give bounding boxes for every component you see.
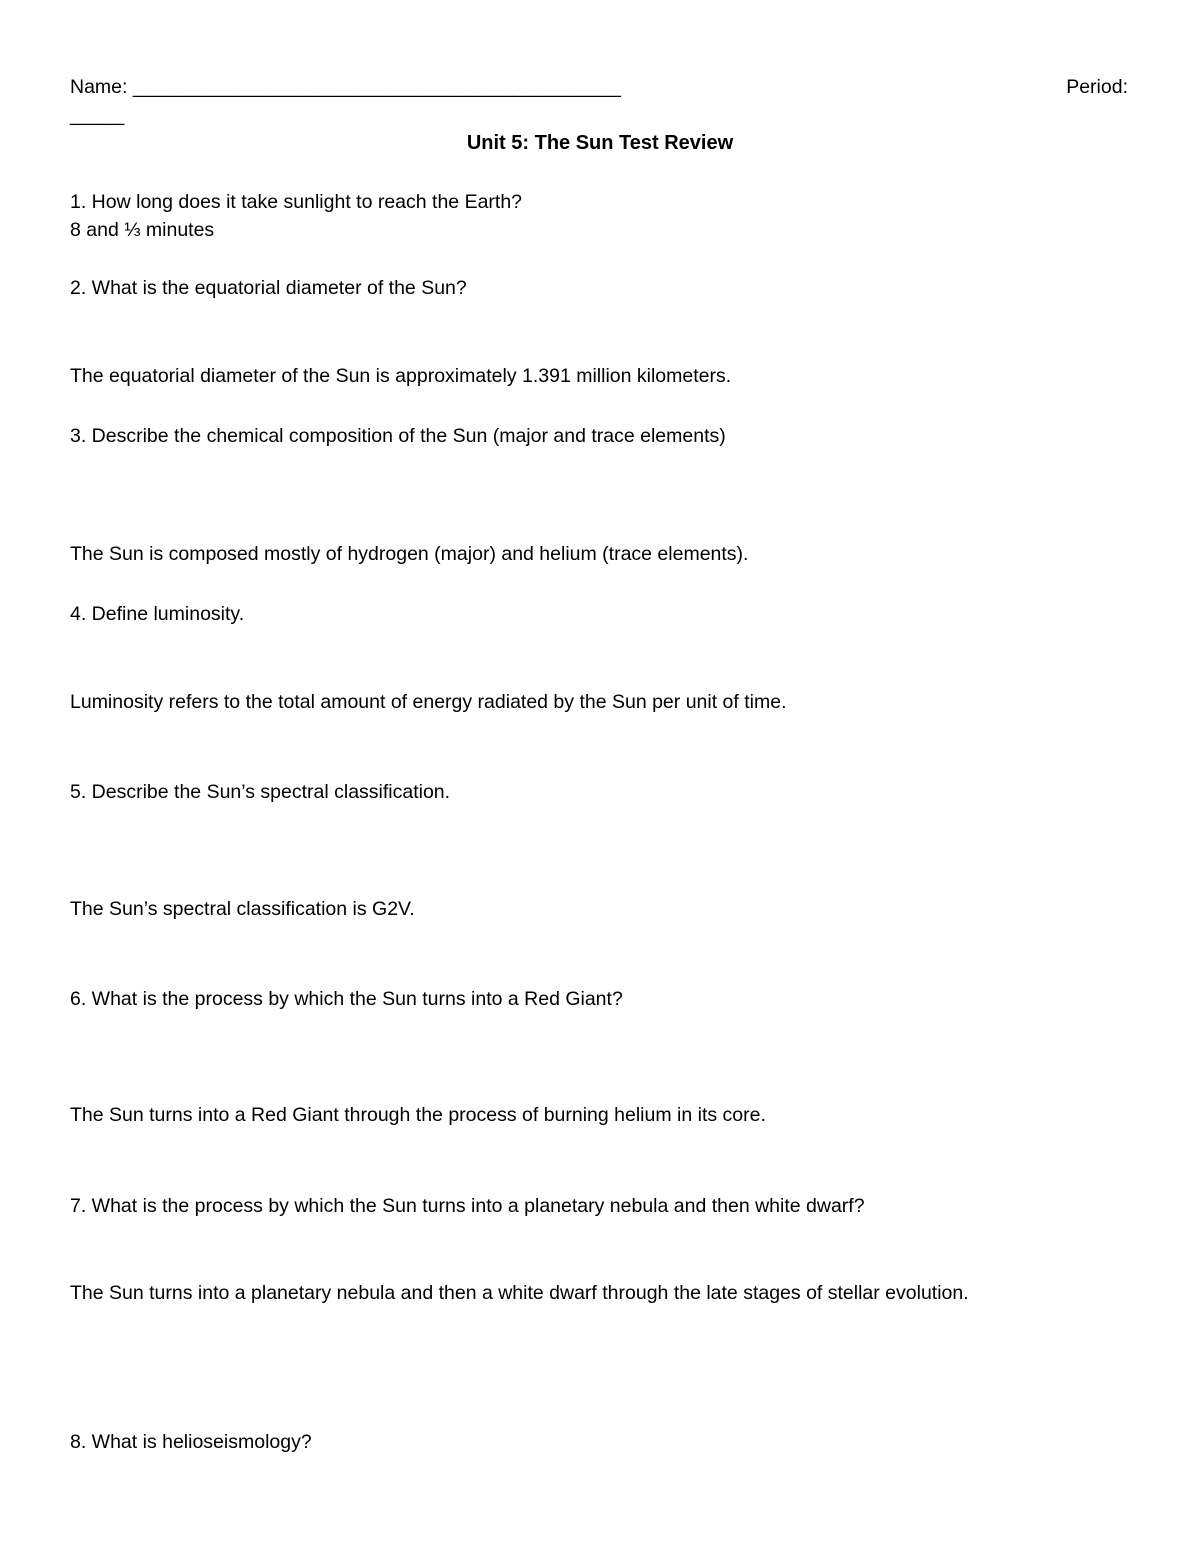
answer-6: The Sun turns into a Red Giant through the process of burning helium in its core. (70, 1104, 766, 1126)
period-field-blank: _____ (70, 104, 125, 126)
question-5: 5. Describe the Sun’s spectral classification. (70, 781, 451, 803)
question-7: 7. What is the process by which the Sun turns into a planetary nebula and then white dwarf? (70, 1195, 865, 1217)
question-2: 2. What is the equatorial diameter of the Sun? (70, 277, 467, 299)
period-field-label: Period: (1066, 76, 1128, 98)
question-1: 1. How long does it take sunlight to reach the Earth? (70, 191, 523, 213)
page-title: Unit 5: The Sun Test Review (466, 132, 734, 154)
question-3: 3. Describe the chemical composition of the Sun (major and trace elements) (70, 425, 726, 447)
question-6: 6. What is the process by which the Sun turns into a Red Giant? (70, 988, 623, 1010)
answer-5: The Sun’s spectral classification is G2V. (70, 898, 415, 920)
name-field-label: Name: _____________________________________________ (70, 76, 621, 98)
answer-7: The Sun turns into a planetary nebula and then a white dwarf through the late stages of stellar evolution. (70, 1282, 969, 1304)
answer-1: 8 and ⅓ minutes (70, 219, 215, 241)
question-4: 4. Define luminosity. (70, 603, 245, 625)
answer-3: The Sun is composed mostly of hydrogen (major) and helium (trace elements). (70, 543, 749, 565)
answer-2: The equatorial diameter of the Sun is approximately 1.391 million kilometers. (70, 365, 732, 387)
answer-4: Luminosity refers to the total amount of energy radiated by the Sun per unit of time. (70, 691, 787, 713)
question-8: 8. What is helioseismology? (70, 1431, 312, 1453)
